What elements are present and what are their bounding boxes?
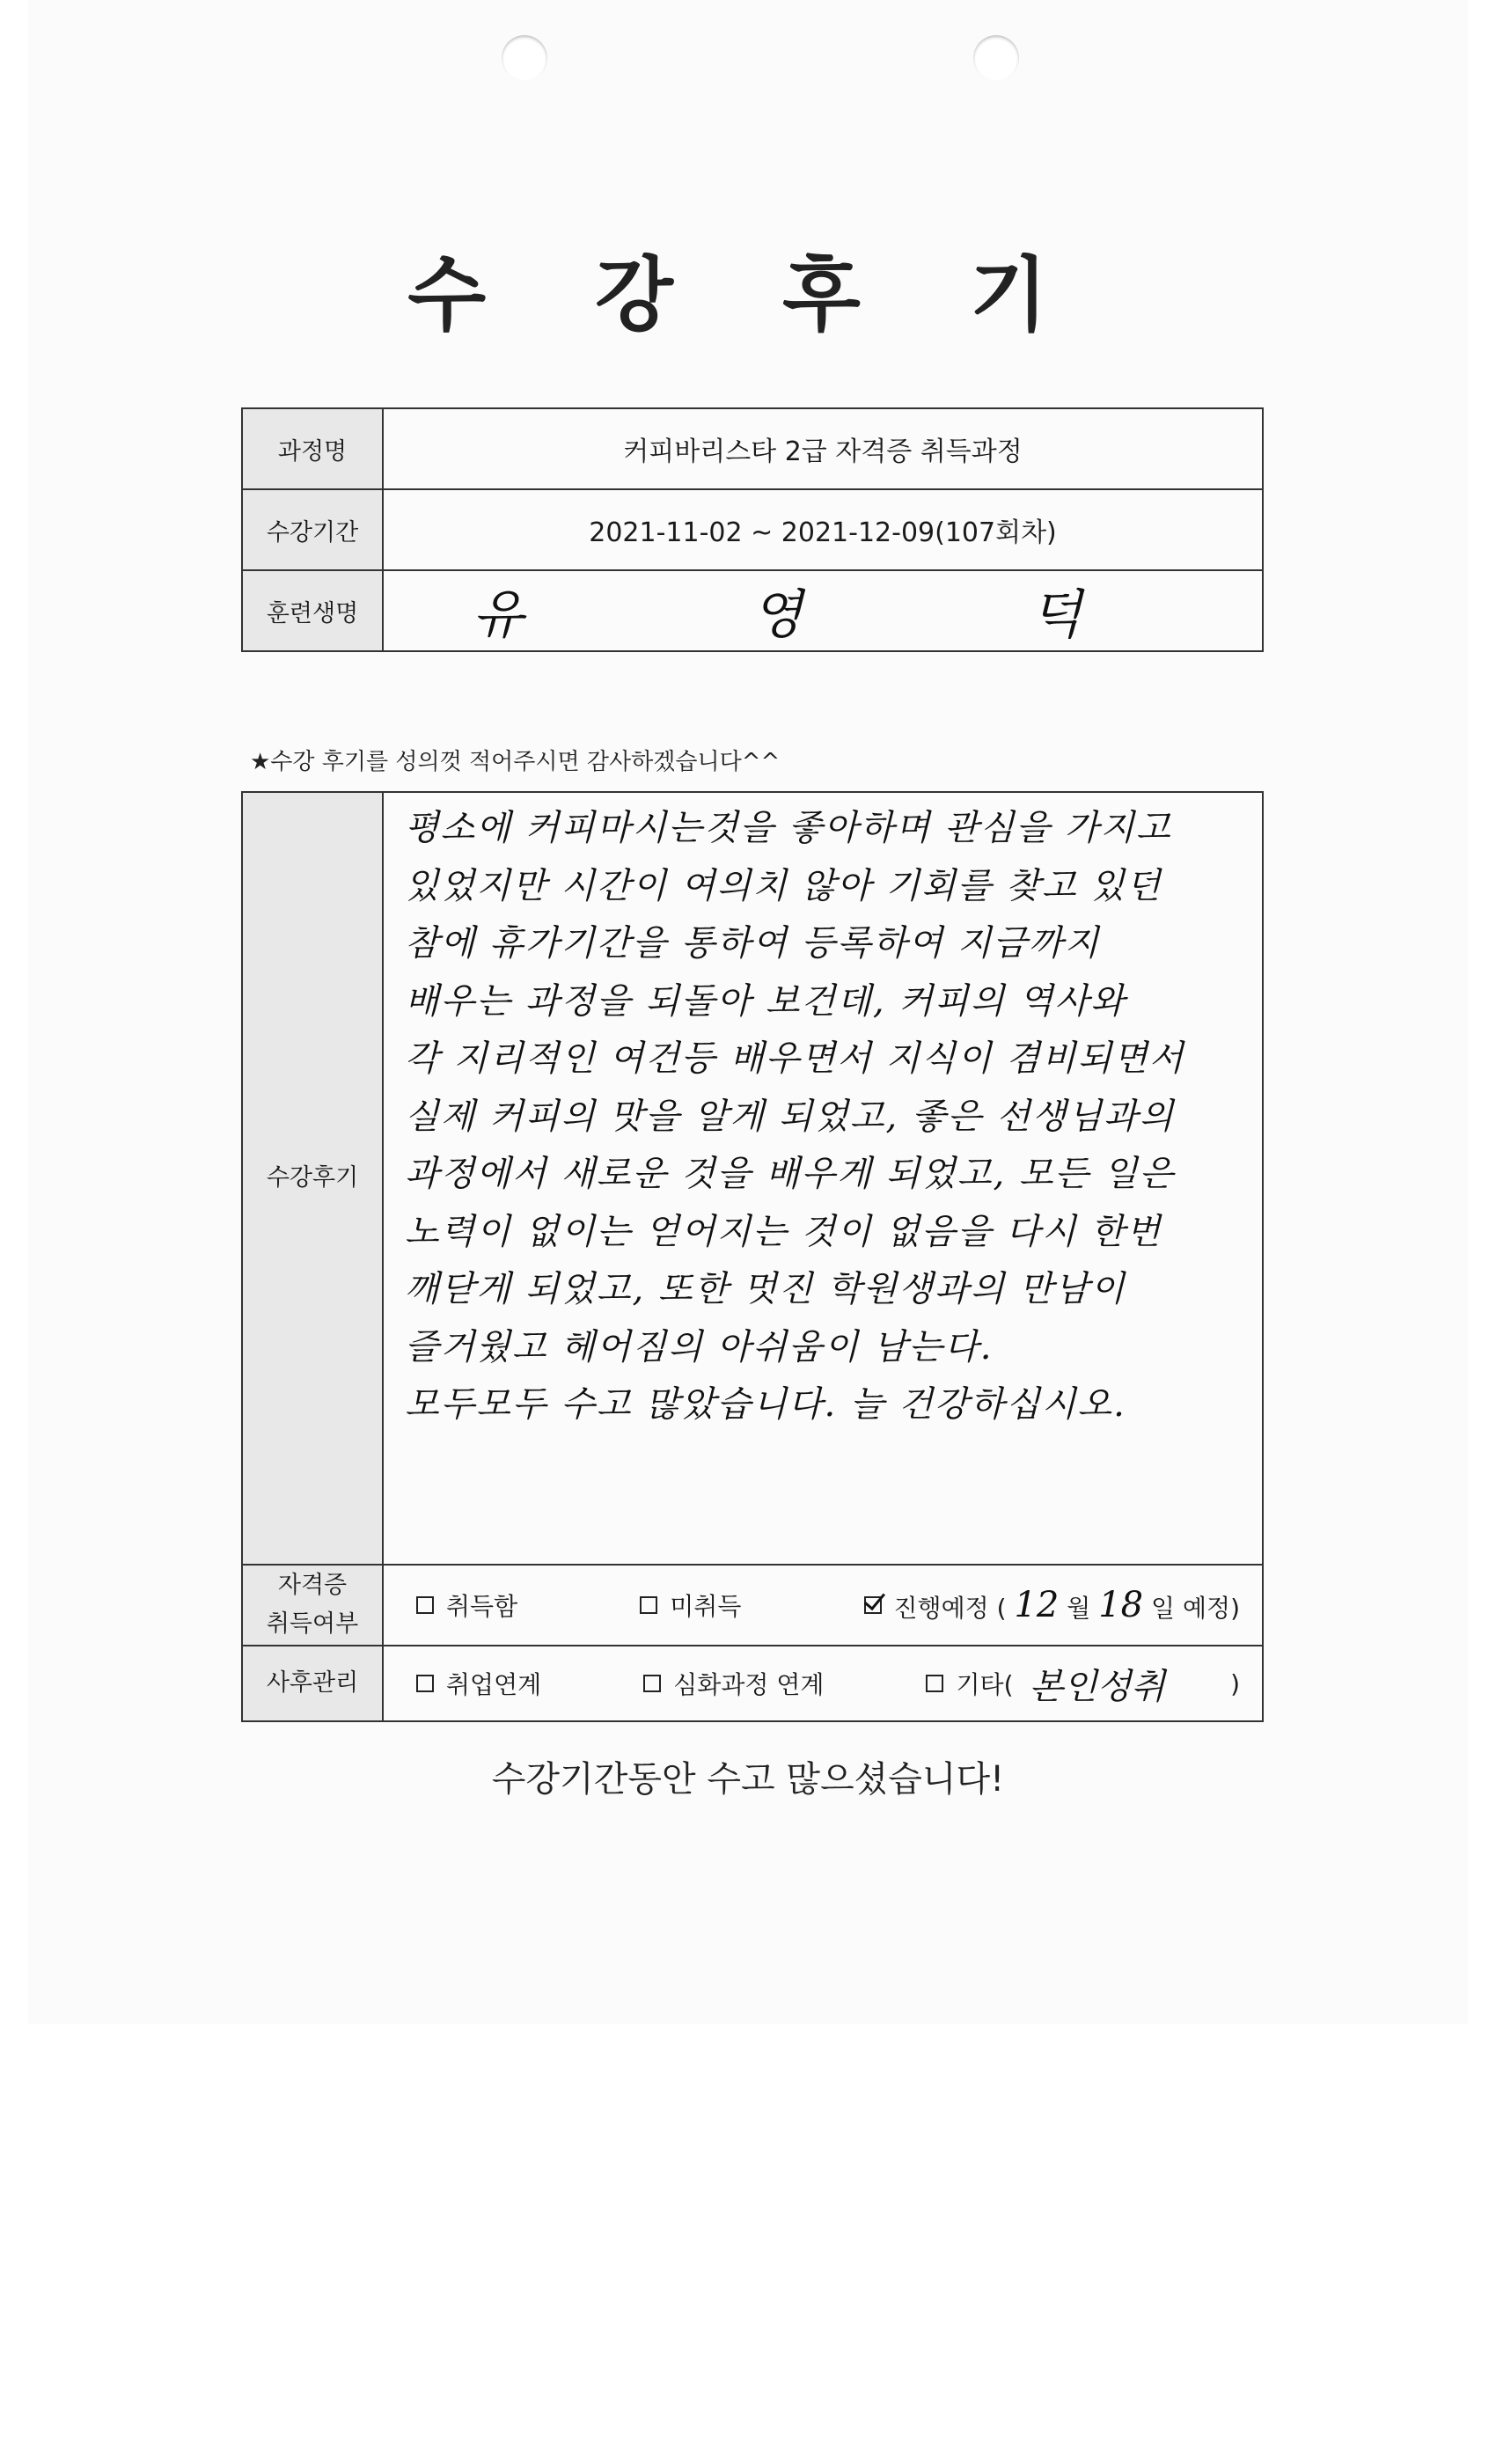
review-line: 평소에 커피마시는것을 좋아하며 관심을 가지고: [405, 808, 1172, 848]
period-value: 2021-11-02 ~ 2021-12-09(107회차): [383, 489, 1263, 570]
cert-options: [383, 1565, 1263, 1646]
in-progress-month-unit: 월: [1067, 1594, 1091, 1623]
period-row: [242, 489, 1263, 570]
review-instruction: ★수강 후기를 성의껏 적어주시면 감사하겠습니다^^: [250, 749, 781, 775]
aftercare-options: [383, 1646, 1263, 1721]
checkbox-icon[interactable]: [926, 1675, 943, 1692]
trainee-name-cell: [383, 570, 1263, 651]
aftercare-option-advanced-course[interactable]: [643, 1666, 824, 1701]
trainee-row: [242, 570, 1263, 651]
review-text-area: [383, 792, 1263, 1565]
trainee-name-handwritten: 유 영 덕: [473, 584, 1188, 646]
checked-checkbox-icon[interactable]: [864, 1596, 882, 1614]
checkbox-icon[interactable]: [643, 1675, 661, 1692]
in-progress-month: 12: [1014, 1585, 1060, 1625]
cert-option-not-acquired[interactable]: [640, 1588, 741, 1623]
period-label: 수강기간: [242, 489, 383, 570]
course-value: 커피바리스타 2급 자격증 취득과정: [383, 408, 1263, 489]
review-line: 과정에서 새로운 것을 배우게 되었고, 모든 일은: [405, 1154, 1176, 1194]
review-line: 있었지만 시간이 여의치 않아 기회를 찾고 있던: [405, 865, 1162, 906]
review-line: 즐거웠고 헤어짐의 아쉬움이 남는다.: [405, 1326, 994, 1368]
cert-option-in-progress[interactable]: [864, 1585, 1241, 1625]
trainee-label: 훈련생명: [242, 570, 383, 651]
review-line: 깨닫게 되었고, 또한 멋진 학원생과의 만남이: [405, 1269, 1126, 1309]
cert-option-acquired[interactable]: [416, 1588, 517, 1623]
aftercare-option-other[interactable]: [926, 1659, 1240, 1709]
page-title: 수 강 후 기: [407, 248, 1089, 342]
aftercare-other-value: 본인성취: [1029, 1666, 1166, 1707]
in-progress-suffix: 일 예정): [1151, 1594, 1240, 1623]
review-table: [241, 791, 1264, 1722]
course-row: [242, 408, 1263, 489]
in-progress-prefix: 진행예정 (: [893, 1594, 1007, 1623]
checkbox-icon[interactable]: [640, 1596, 657, 1614]
cert-row: [242, 1565, 1263, 1646]
checkbox-icon[interactable]: [416, 1675, 434, 1692]
course-info-table: [241, 407, 1264, 652]
punch-hole-right: [973, 35, 1019, 81]
review-line: 배우는 과정을 되돌아 보건데, 커피의 역사와: [405, 980, 1126, 1022]
review-row: [242, 792, 1263, 1565]
aftercare-option-employment-label: 취업연계: [446, 1670, 542, 1699]
review-line: 각 지리적인 여건등 배우면서 지식이 겸비되면서: [405, 1038, 1185, 1079]
cert-option-in-progress-label: [894, 1585, 1241, 1625]
in-progress-day: 18: [1098, 1585, 1144, 1625]
aftercare-row: [242, 1646, 1263, 1721]
course-label: 과정명: [242, 408, 383, 489]
review-label: 수강후기: [242, 792, 383, 1565]
aftercare-option-employment[interactable]: [416, 1666, 541, 1701]
cert-label: [242, 1565, 383, 1646]
cert-label-line1: 자격증: [277, 1572, 348, 1599]
review-line: 참에 휴가기간을 통하여 등록하여 지금까지: [405, 923, 1101, 964]
cert-option-acquired-label: 취득함: [446, 1592, 518, 1621]
aftercare-other-prefix: 기타(: [956, 1670, 1014, 1699]
aftercare-label: 사후관리: [242, 1646, 383, 1721]
review-line: 노력이 없이는 얻어지는 것이 없음을 다시 한번: [405, 1211, 1162, 1252]
checkbox-icon[interactable]: [416, 1596, 434, 1614]
aftercare-option-advanced-course-label: 심화과정 연계: [673, 1670, 825, 1699]
review-line: 실제 커피의 맛을 알게 되었고, 좋은 선생님과의: [405, 1096, 1176, 1137]
cert-option-not-acquired-label: 미취득: [670, 1592, 742, 1621]
cert-label-line2: 취득여부: [266, 1610, 359, 1638]
closing-message: 수강기간동안 수고 많으셨습니다!: [491, 1759, 1005, 1800]
punch-hole-left: [502, 35, 547, 81]
aftercare-other-suffix: ): [1230, 1668, 1240, 1698]
review-line: 모두모두 수고 많았습니다. 늘 건강하십시오.: [405, 1384, 1126, 1425]
